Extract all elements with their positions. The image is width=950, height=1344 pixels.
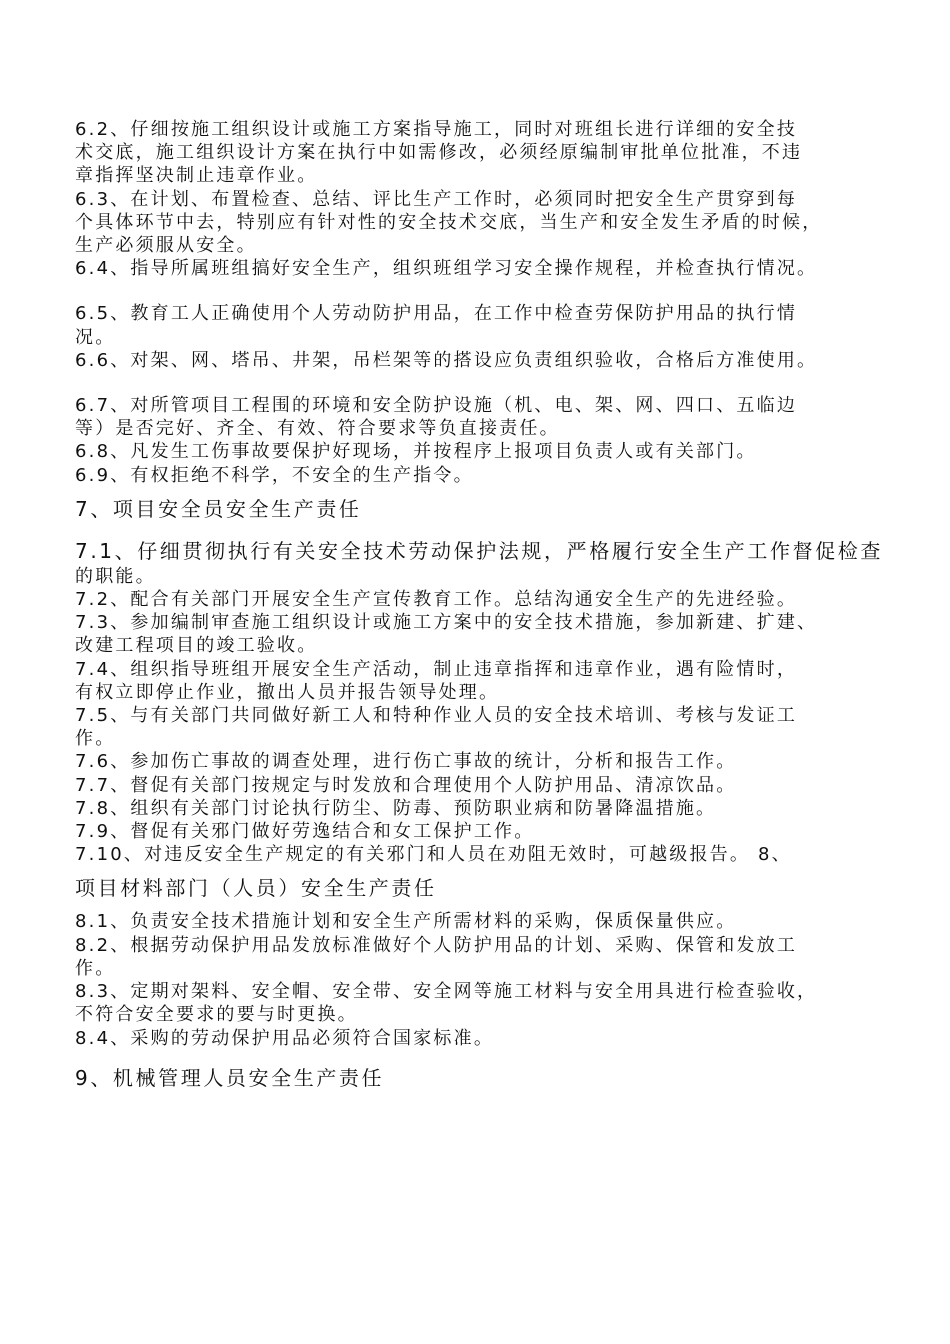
paragraph-6-5-line-1: 6.5、教育工人正确使用个人劳动防护用品，在工作中检查劳保防护用品的执行情 xyxy=(75,303,798,325)
paragraph-6-2-line-3: 章指挥坚决制止违章作业。 xyxy=(75,165,318,187)
paragraph-6-6: 6.6、对架、网、塔吊、井架，吊栏架等的搭设应负责组织验收，合格后方准使用。 xyxy=(75,349,818,371)
paragraph-6-7-line-1: 6.7、对所管项目工程围的环境和安全防护设施（机、电、架、网、四口、五临边 xyxy=(75,395,798,417)
paragraph-7-1-line-2: 的职能。 xyxy=(75,565,156,587)
paragraph-8-4: 8.4、采购的劳动保护用品必须符合国家标准。 xyxy=(75,1027,495,1049)
spacer xyxy=(75,523,895,537)
spacer xyxy=(75,1050,895,1064)
paragraph-7-3-line-1: 7.3、参加编制审查施工组织设计或施工方案中的安全技术措施，参加新建、扩建、 xyxy=(75,612,818,634)
paragraph-7-8: 7.8、组织有关部门讨论执行防尘、防毒、预防职业病和防暑降温措施。 xyxy=(75,797,717,819)
paragraph-7-10: 7.10、对违反安全生产规定的有关邪门和人员在劝阻无效时，可越级报告。 8、 xyxy=(75,844,792,866)
section-7-heading: 7、项目安全员安全生产责任 xyxy=(75,496,362,521)
spacer xyxy=(75,902,895,910)
spacer xyxy=(75,487,895,495)
paragraph-6-9: 6.9、有权拒绝不科学，不安全的生产指令。 xyxy=(75,464,474,486)
paragraph-7-7: 7.7、督促有关部门按规定与时发放和合理使用个人防护用品、清凉饮品。 xyxy=(75,774,737,796)
paragraph-6-3-line-2: 个具体环节中去，特别应有针对性的安全技术交底，当生产和安全发生矛盾的时候， xyxy=(75,211,823,233)
paragraph-8-3-line-2: 不符合安全要求的要与时更换。 xyxy=(75,1004,358,1026)
paragraph-7-4-line-1: 7.4、组织指导班组开展安全生产活动，制止违章指挥和违章作业，遇有险情时， xyxy=(75,658,798,680)
spacer xyxy=(75,280,895,302)
paragraph-7-6: 7.6、参加伤亡事故的调查处理，进行伤亡事故的统计，分析和报告工作。 xyxy=(75,751,737,773)
paragraph-7-2: 7.2、配合有关部门开展安全生产宣传教育工作。总结沟通安全生产的先进经验。 xyxy=(75,589,798,611)
document-page xyxy=(75,118,895,1092)
paragraph-7-4-line-2: 有权立即停止作业，撤出人员并报告领导处理。 xyxy=(75,681,500,703)
paragraph-7-5-line-1: 7.5、与有关部门共同做好新工人和特种作业人员的安全技术培训、考核与发证工 xyxy=(75,705,798,727)
paragraph-8-2-line-2: 作。 xyxy=(75,957,116,979)
paragraph-6-2-line-2: 术交底，施工组织设计方案在执行中如需修改，必须经原编制审批单位批准，不违 xyxy=(75,142,803,164)
paragraph-6-8: 6.8、凡发生工伤事故要保护好现场，并按程序上报项目负责人或有关部门。 xyxy=(75,441,757,463)
paragraph-6-4: 6.4、指导所属班组搞好安全生产，组织班组学习安全操作规程，并检查执行情况。 xyxy=(75,258,818,280)
paragraph-6-7-line-2: 等）是否完好、齐全、有效、符合要求等负直接责任。 xyxy=(75,418,560,440)
section-9-heading: 9、机械管理人员安全生产责任 xyxy=(75,1065,385,1090)
paragraph-8-1: 8.1、负责安全技术措施计划和安全生产所需材料的采购，保质保量供应。 xyxy=(75,911,737,933)
paragraph-6-2-line-1: 6.2、仔细按施工组织设计或施工方案指导施工，同时对班组长进行详细的安全技 xyxy=(75,119,798,140)
spacer xyxy=(75,372,895,394)
paragraph-7-9: 7.9、督促有关邪门做好劳逸结合和女工保护工作。 xyxy=(75,821,535,843)
paragraph-7-1-line-1: 7.1、仔细贯彻执行有关安全技术劳动保护法规，严格履行安全生产工作督促检查 xyxy=(75,538,884,563)
paragraph-8-3-line-1: 8.3、定期对架料、安全帽、安全带、安全网等施工材料与安全用具进行检查验收， xyxy=(75,981,818,1003)
section-8-heading: 项目材料部门（人员）安全生产责任 xyxy=(75,876,437,901)
paragraph-6-3-line-3: 生产必须服从安全。 xyxy=(75,235,257,257)
paragraph-8-2-line-1: 8.2、根据劳动保护用品发放标准做好个人防护用品的计划、采购、保管和发放工 xyxy=(75,934,798,956)
paragraph-6-3-line-1: 6.3、在计划、布置检查、总结、评比生产工作时，必须同时把安全生产贯穿到每 xyxy=(75,188,798,210)
paragraph-7-3-line-2: 改建工程项目的竣工验收。 xyxy=(75,635,318,657)
paragraph-7-5-line-2: 作。 xyxy=(75,728,116,750)
paragraph-6-5-line-2: 况。 xyxy=(75,326,116,348)
spacer xyxy=(75,866,895,874)
